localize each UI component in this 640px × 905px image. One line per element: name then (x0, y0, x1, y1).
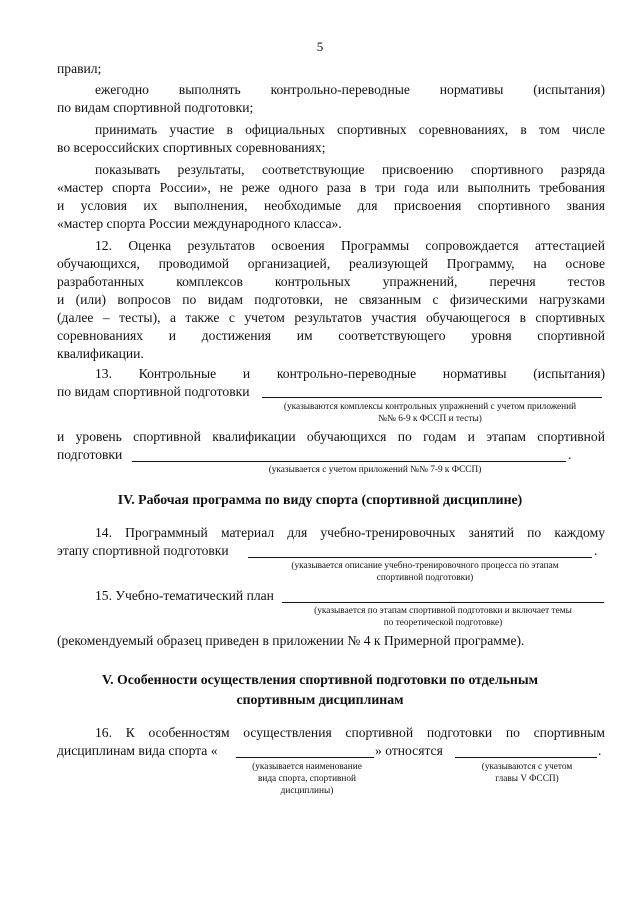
text-line: 15. Учебно-тематический план (95, 588, 274, 603)
text-line: показывать результаты, соответствующие присвоению спортивного разряда (95, 162, 605, 177)
section-heading: IV. Рабочая программа по виду спорта (спортивной дисциплине) (117, 492, 523, 507)
text-line: подготовки (57, 447, 123, 462)
text-line: 12. Оценка результатов освоения Программы сопровождается аттестацией (95, 238, 605, 253)
text-line: » относятся (375, 743, 443, 758)
fill-line (262, 397, 602, 398)
text-line: разработанных комплексов контрольных упражнений, перечня тестов (57, 274, 605, 289)
fill-line (248, 557, 592, 558)
text-line: и (или) вопросов по видам подготовки, не связанным с физическими нагрузками (57, 292, 605, 307)
section-heading: V. Особенности осуществления спортивной подготовки по отдельным (101, 672, 539, 687)
text-line: «мастер спорта России», не реже одного раза в три года или выполнить требования (57, 180, 605, 195)
footnote: (указываются комплексы контрольных упражнений с учетом приложений (283, 402, 577, 412)
text-line: и условия их выполнения, необходимые для присвоения спортивного звания (57, 198, 605, 213)
text-line: по видам спортивной подготовки; (57, 100, 254, 115)
text-line: . (594, 543, 598, 558)
fill-line (282, 602, 604, 603)
footnote: (указываются с учетом (481, 762, 573, 772)
text-line: «мастер спорта России международного класса». (57, 216, 342, 231)
footnote: №№ 6-9 к ФССП и тесты) (378, 414, 482, 424)
footnote: главы V ФССП) (495, 774, 559, 784)
text-line: 16. К особенностям осуществления спортивной подготовки по спортивным (95, 725, 605, 740)
text-line: ежегодно выполнять контрольно-переводные нормативы (испытания) (95, 82, 605, 97)
footnote: (указывается наименование (252, 762, 362, 772)
fill-line (455, 757, 597, 758)
footnote: (указывается по этапам спортивной подготовки и включает темы (314, 606, 572, 616)
text-line: и уровень спортивной квалификации обучающихся по годам и этапам спортивной (57, 429, 605, 444)
footnote: по теоретической подготовке) (383, 618, 503, 628)
text-line: дисциплинам вида спорта « (57, 743, 218, 758)
text-line: этапу спортивной подготовки (57, 543, 229, 558)
text-line: обучающихся, проводимой организацией, реализующей Программу, на основе (57, 256, 605, 271)
text-line: квалификации. (57, 346, 144, 361)
text-line: во всероссийских спортивных соревнованиях; (57, 140, 326, 155)
text-line: 14. Программный материал для учебно-тренировочных занятий по каждому (95, 525, 605, 540)
text-line: 13. Контрольные и контрольно-переводные нормативы (испытания) (95, 366, 605, 381)
footnote: дисциплины) (280, 786, 334, 796)
page-number: 5 (316, 39, 324, 54)
text-line: правил; (57, 61, 102, 76)
text-line: (далее – тесты), а также с учетом результатов участия обучающегося в спортивных (57, 310, 605, 325)
footnote: (указывается описание учебно-тренировочного процесса по этапам (291, 561, 559, 571)
section-heading: спортивным дисциплинам (236, 692, 404, 707)
text-line: . (568, 447, 572, 462)
footnote: (указывается с учетом приложений №№ 7-9 к ФССП) (268, 465, 482, 475)
footnote: спортивной подготовки) (376, 573, 474, 583)
fill-line (236, 757, 374, 758)
text-line: по видам спортивной подготовки (57, 384, 250, 399)
fill-line (132, 461, 566, 462)
text-line: . (598, 743, 602, 758)
footnote: вида спорта, спортивной (257, 774, 357, 784)
text-line: принимать участие в официальных спортивных соревнованиях, в том числе (95, 122, 605, 137)
text-line: (рекомендуемый образец приведен в приложении № 4 к Примерной программе). (57, 633, 525, 648)
text-line: соревнованиях и достижения им соответствующего уровня спортивной (57, 328, 605, 343)
